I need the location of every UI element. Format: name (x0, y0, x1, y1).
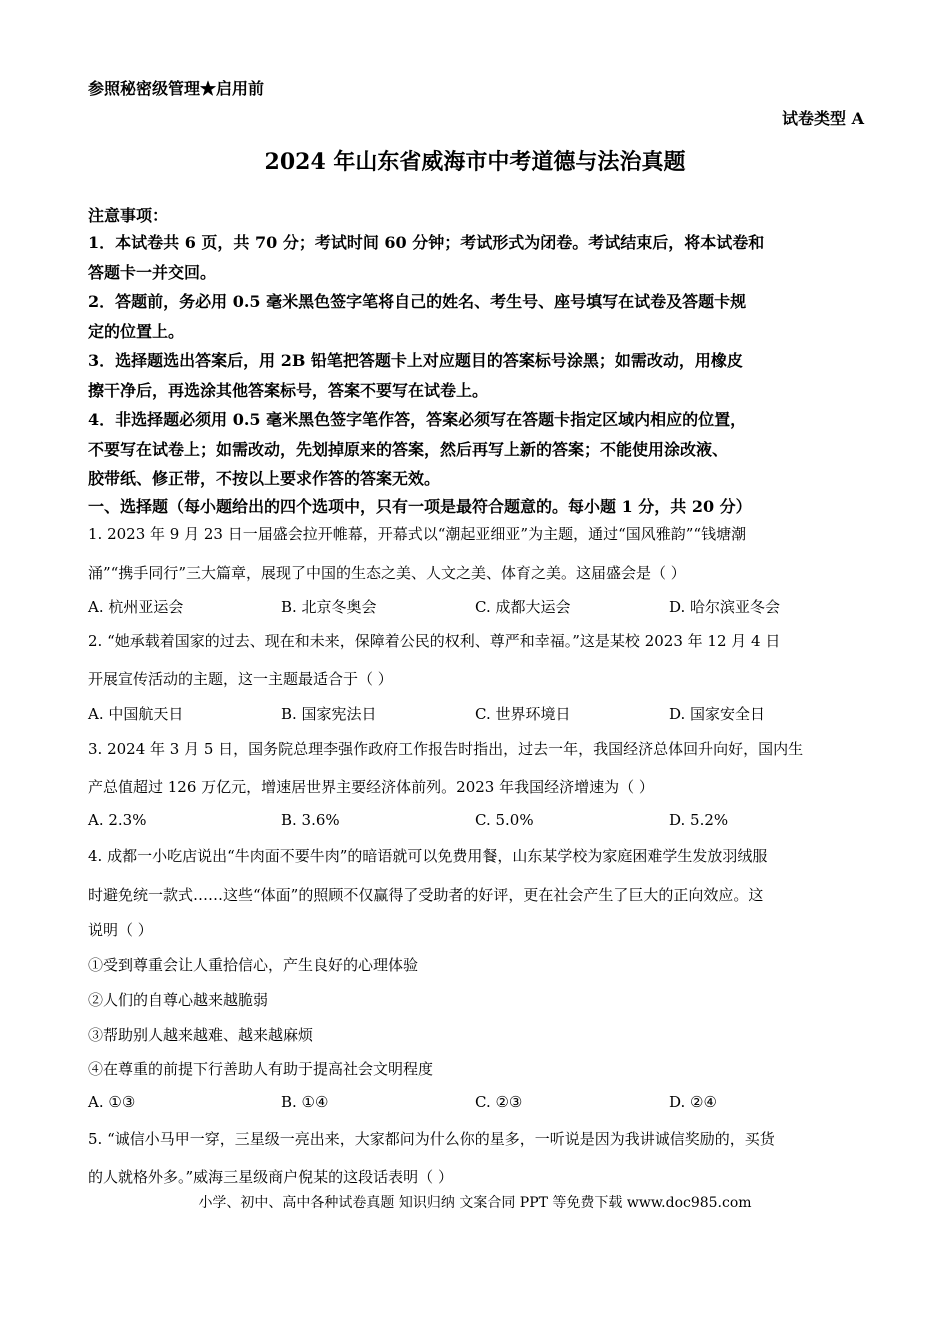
notes-line: 不要写在试卷上；如需改动，先划掉原来的答案，然后再写上新的答案；不能使用涂改液、 (88, 440, 729, 459)
notes-line: 胶带纸、修正带，不按以上要求作答的答案无效。 (88, 469, 441, 488)
question-2-option-c: C. 世界环境日 (475, 705, 571, 723)
paper-type-label: 试卷类型 A (782, 109, 864, 128)
notes-line: 4．非选择题必须用 0.5 毫米黑色签字笔作答，答案必须写在答题卡指定区域内相应的位置， (88, 410, 747, 429)
question-4-statement: ④在尊重的前提下行善助人有助于提高社会文明程度 (88, 1060, 434, 1078)
question-4-line: 说明（ ） (88, 921, 153, 939)
notes-heading: 注意事项： (88, 206, 169, 225)
question-3-line: 3. 2024 年 3 月 5 日，国务院总理李强作政府工作报告时指出，过去一年，我国经济总体回升向好，国内生 (88, 740, 804, 758)
notes-line: 定的位置上。 (88, 322, 185, 341)
question-4-statement: ①受到尊重会让人重拾信心，产生良好的心理体验 (88, 956, 419, 974)
question-4-option-c: C. ②③ (475, 1093, 523, 1111)
notes-line: 3．选择题选出答案后，用 2B 铅笔把答题卡上对应题目的答案标号涂黑；如需改动，用橡皮 (88, 351, 743, 370)
page-title: 2024 年山东省威海市中考道德与法治真题 (264, 149, 686, 175)
question-4-option-a: A. ①③ (88, 1093, 136, 1111)
section-heading: 一、选择题（每小题给出的四个选项中，只有一项是最符合题意的。每小题 1 分，共 20 分） (88, 497, 752, 516)
question-2-option-d: D. 国家安全日 (669, 705, 766, 723)
question-3-line: 产总值超过 126 万亿元，增速居世界主要经济体前列。2023 年我国经济增速为（ ） (88, 778, 654, 796)
question-1-option-d: D. 哈尔滨亚冬会 (669, 598, 781, 616)
question-4-option-d: D. ②④ (669, 1093, 717, 1111)
question-3-option-c: C. 5.0% (475, 811, 534, 829)
question-2-line: 开展宣传活动的主题，这一主题最适合于（ ） (88, 670, 393, 688)
question-3-option-a: A. 2.3% (88, 811, 147, 829)
question-2-option-a: A. 中国航天日 (88, 705, 184, 723)
page-footer: 小学、初中、高中各种试卷真题 知识归纳 文案合同 PPT 等免费下载 www.doc985.com (198, 1195, 752, 1211)
question-1-option-b: B. 北京冬奥会 (281, 598, 377, 616)
classification-label: 参照秘密级管理★启用前 (88, 79, 265, 98)
question-5-line: 的人就格外多。”威海三星级商户倪某的这段话表明（ ） (88, 1168, 453, 1186)
question-2-option-b: B. 国家宪法日 (281, 705, 377, 723)
notes-line: 2．答题前，务必用 0.5 毫米黑色签字笔将自己的姓名、考生号、座号填写在试卷及答题卡规 (88, 292, 747, 311)
question-4-line: 时避免统一款式……这些“体面”的照顾不仅赢得了受助者的好评，更在社会产生了巨大的正向效应。这 (88, 886, 764, 904)
question-1-option-a: A. 杭州亚运会 (88, 598, 184, 616)
question-4-statement: ②人们的自尊心越来越脆弱 (88, 991, 269, 1009)
question-2-line: 2. “她承载着国家的过去、现在和未来，保障着公民的权利、尊严和幸福。”这是某校 2023 年 12 月 4 日 (88, 632, 781, 650)
notes-line: 擦干净后，再选涂其他答案标号，答案不要写在试卷上。 (88, 381, 489, 400)
question-4-option-b: B. ①④ (281, 1093, 329, 1111)
question-1-line: 涌”“携手同行”三大篇章，展现了中国的生态之美、人文之美、体育之美。这届盛会是（ ） (88, 564, 686, 582)
question-4-statement: ③帮助别人越来越难、越来越麻烦 (88, 1026, 314, 1044)
question-5-line: 5. “诚信小马甲一穿，三星级一亮出来，大家都问为什么你的星多，一听说是因为我讲诚信奖励的，买货 (88, 1130, 775, 1148)
notes-line: 答题卡一并交回。 (88, 263, 217, 282)
question-3-option-d: D. 5.2% (669, 811, 729, 829)
question-4-line: 4. 成都一小吃店说出“牛肉面不要牛肉”的暗语就可以免费用餐，山东某学校为家庭困难学生发放羽绒服 (88, 847, 768, 865)
question-1-option-c: C. 成都大运会 (475, 598, 571, 616)
notes-line: 1．本试卷共 6 页，共 70 分；考试时间 60 分钟；考试形式为闭卷。考试结束后，将本试卷和 (88, 233, 765, 252)
question-3-option-b: B. 3.6% (281, 811, 340, 829)
question-1-line: 1. 2023 年 9 月 23 日一届盛会拉开帷幕，开幕式以“潮起亚细亚”为主题，通过“国风雅韵”“钱塘潮 (88, 525, 747, 543)
